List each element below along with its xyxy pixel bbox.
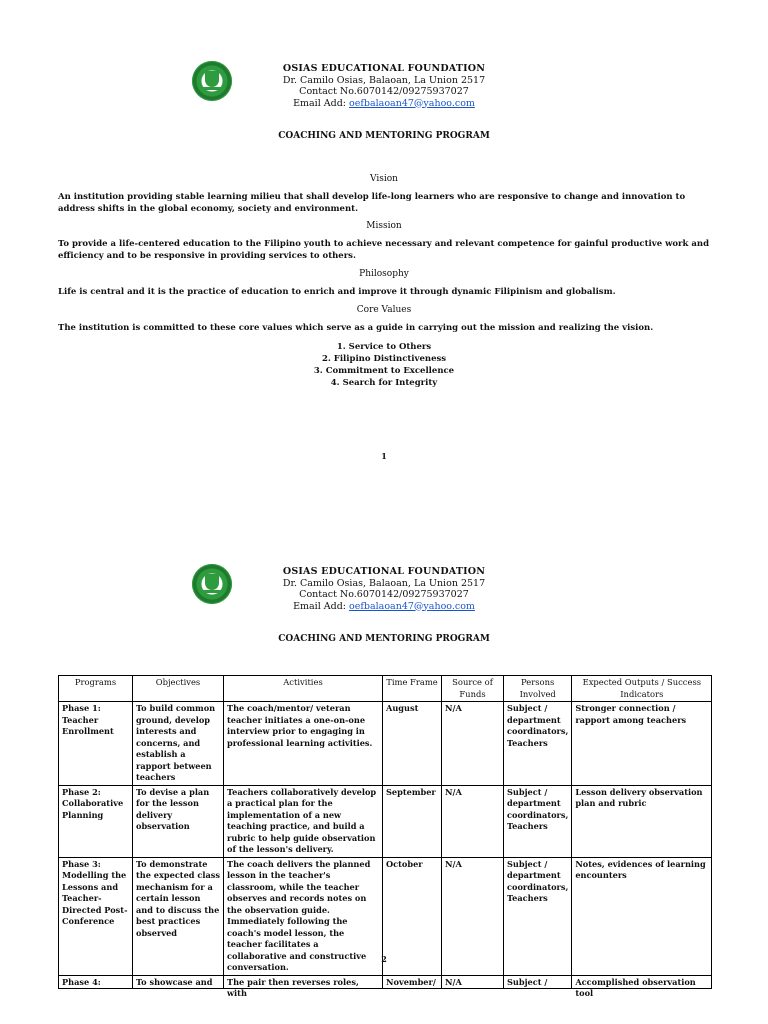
mission-heading: Mission <box>366 221 402 231</box>
table-cell: To build common ground, develop interests and concerns, and establish a rapport between teachers <box>133 702 224 786</box>
table-cell: To demonstrate the expected class mechanism for a certain lesson and to discuss the best practices observed <box>133 857 224 975</box>
table-cell: September <box>383 785 442 857</box>
table-cell <box>59 975 133 988</box>
cell-text: Phase 4: <box>62 976 101 987</box>
table-row <box>59 785 712 857</box>
table-cell <box>572 975 712 998</box>
program-title: COACHING AND MENTORING PROGRAM <box>278 634 490 644</box>
table-cell <box>224 975 383 998</box>
email-link[interactable]: oefbalaoan47@yahoo.com <box>349 600 475 612</box>
philosophy-text: Life is central and it is the practice of education to enrich and improve it through dynamic Filipinism and globalism. <box>58 287 616 297</box>
table-cell: Phase 2: Collaborative Planning <box>59 785 133 857</box>
col-header: Time Frame <box>383 676 442 702</box>
letterhead <box>0 566 768 612</box>
core-values-heading: Core Values <box>356 305 412 315</box>
org-email-line <box>0 98 768 110</box>
table-cell: Teachers collaboratively develop a practical plan for the implementation of a new teaching practice, and build a rubric to help guide observation of the lesson's delivery. <box>224 785 383 857</box>
col-header: Persons Involved <box>504 676 572 702</box>
cell-text: Subject / <box>507 976 548 987</box>
org-address: Dr. Camilo Osias, Balaoan, La Union 2517 <box>282 577 486 589</box>
table-row <box>59 702 712 786</box>
col-header: Expected Outputs / Success Indicators <box>572 676 712 702</box>
table-cell <box>504 975 572 988</box>
philosophy-heading: Philosophy <box>359 269 409 279</box>
org-email-line <box>0 601 768 613</box>
col-header: Activities <box>224 676 383 702</box>
core-value-item: 3. Commitment to Excellence <box>313 366 455 376</box>
table-cell: Lesson delivery observation plan and rubric <box>572 785 712 857</box>
table-cell: N/A <box>442 785 504 857</box>
table-cell: Stronger connection / rapport among teachers <box>572 702 712 786</box>
program-table <box>58 675 712 998</box>
table-cell: To devise a plan for the lesson delivery observation <box>133 785 224 857</box>
page-number: 2 <box>381 954 387 964</box>
cell-text: To showcase and <box>136 976 213 987</box>
col-header: Programs <box>59 676 133 702</box>
table-cell: The coach/mentor/ veteran teacher initiates a one-on-one interview prior to engaging in professional learning activities. <box>224 702 383 786</box>
org-name: OSIAS EDUCATIONAL FOUNDATION <box>282 63 486 74</box>
col-header: Objectives <box>133 676 224 702</box>
table-cell: N/A <box>442 857 504 975</box>
program-title: COACHING AND MENTORING PROGRAM <box>278 131 490 141</box>
table-cell: The coach delivers the planned lesson in the teacher's classroom, while the teacher observes and records notes on the observation guide. Immediately following the coach's model lesson, the teacher facilitates a collaborative and constructive conversation. <box>224 857 383 975</box>
table-cell: Phase 1: Teacher Enrollment <box>59 702 133 786</box>
core-values-text: The institution is committed to these core values which serve as a guide in carrying out the mission and realizing the vision. <box>58 323 654 333</box>
cell-text: November/ <box>386 976 436 987</box>
core-value-item: 1. Service to Others <box>336 342 432 352</box>
vision-heading: Vision <box>370 174 398 184</box>
table-cell <box>133 975 224 988</box>
table-cell <box>383 975 442 988</box>
table-cell: Phase 3: Modelling the Lessons and Teacher-Directed Post-Conference <box>59 857 133 975</box>
cell-text: The pair then reverses roles, with <box>227 976 359 998</box>
org-address: Dr. Camilo Osias, Balaoan, La Union 2517 <box>282 74 486 86</box>
page-1 <box>0 0 768 500</box>
page-number: 1 <box>381 451 387 461</box>
table-cell: August <box>383 702 442 786</box>
table-cell <box>442 975 504 988</box>
core-value-item: 4. Search for Integrity <box>330 378 438 388</box>
table-cell: October <box>383 857 442 975</box>
table-cell: Subject / department coordinators, Teachers <box>504 785 572 857</box>
cell-text: Accomplished observation tool <box>575 976 696 998</box>
vision-text: An institution providing stable learning milieu that shall develop life-long learners who are responsive to change and innovation to address shifts in the global economy, society and environment. <box>58 192 686 214</box>
mission-text: To provide a life-centered education to the Filipino youth to achieve necessary and relevant competence for gainful productive work and efficiency and to be responsive in providing services to others. <box>58 239 710 261</box>
org-contact: Contact No.6070142/09275937027 <box>299 86 469 97</box>
org-contact: Contact No.6070142/09275937027 <box>299 589 469 600</box>
core-value-item: 2. Filipino Distinctiveness <box>321 354 447 364</box>
email-label: Email Add: <box>293 97 350 109</box>
core-values-list <box>0 341 768 389</box>
table-cell: N/A <box>442 702 504 786</box>
cell-text: N/A <box>445 976 462 987</box>
table-row <box>59 975 712 988</box>
letterhead <box>0 63 768 109</box>
email-link[interactable]: oefbalaoan47@yahoo.com <box>349 97 475 109</box>
table-cell: Subject / department coordinators, Teachers <box>504 702 572 786</box>
table-header-row <box>59 676 712 702</box>
table-cell: Notes, evidences of learning encounters <box>572 857 712 975</box>
org-name: OSIAS EDUCATIONAL FOUNDATION <box>282 566 486 577</box>
table-cell: Subject / department coordinators, Teachers <box>504 857 572 975</box>
col-header: Source of Funds <box>442 676 504 702</box>
email-label: Email Add: <box>293 600 350 612</box>
page-2 <box>0 500 768 1024</box>
